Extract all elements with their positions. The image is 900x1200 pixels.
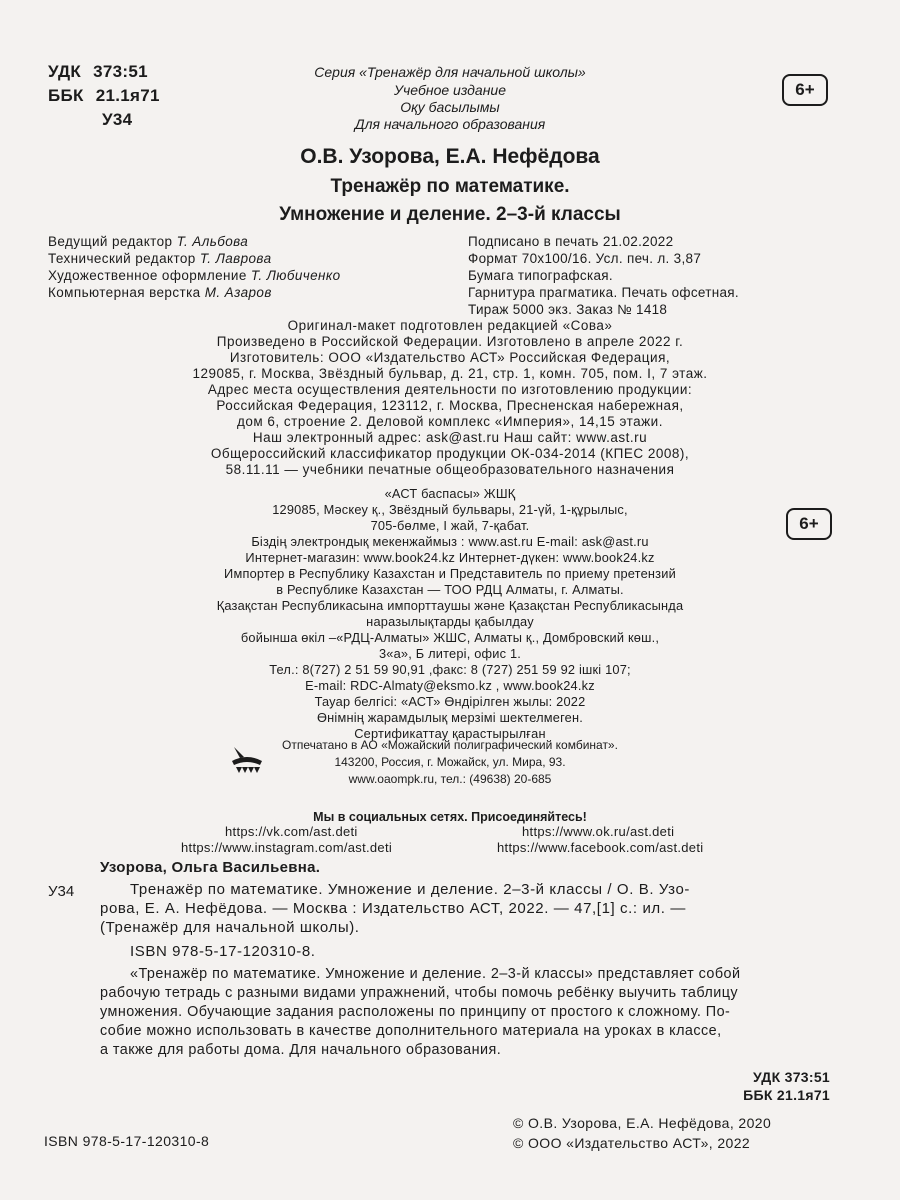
print-info-line: Гарнитура прагматика. Печать офсетная. (468, 285, 739, 300)
credit-name: М. Азаров (204, 285, 272, 300)
kz-line: Біздің электрондық мекенжаймыз : www.ast.ru E-mail: ask@ast.ru (251, 534, 649, 549)
imprint-line: 129085, г. Москва, Звёздный бульвар, д. 21, стр. 1, комн. 705, пом. I, 7 этаж. (192, 366, 708, 381)
credit-row (48, 251, 271, 266)
book-title-line: Умножение и деление. 2–3-й классы (279, 204, 621, 225)
credit-row (48, 285, 272, 300)
copyright-publisher: © ООО «Издательство АСТ», 2022 (513, 1135, 751, 1151)
annotation-line: рабочую тетрадь с разными видами упражнений, чтобы помочь ребёнку выучить таблицу (100, 985, 739, 1001)
copyright-authors: © О.В. Узорова, Е.А. Нефёдова, 2020 (513, 1115, 772, 1131)
kz-line: Өнімнің жарамдылық мерзімі шектелмеген. (316, 710, 584, 725)
annotation-line: «Тренажёр по математике. Умножение и деление. 2–3-й классы» представляет собой (130, 966, 741, 982)
catalog-isbn: ISBN 978-5-17-120310-8. (130, 943, 316, 960)
social-link-vk[interactable]: https://vk.com/ast.deti (225, 824, 358, 839)
credit-name: Т. Альбова (176, 234, 249, 249)
kz-line: Интернет-магазин: www.book24.kz Интернет-дүкен: www.book24.kz (245, 550, 655, 565)
kz-line: Сертификаттау қарастырылған (354, 726, 546, 741)
kz-line: Тел.: 8(727) 2 51 59 90,91 ,факс: 8 (727) 251 59 92 ішкі 107; (269, 662, 631, 677)
credit-role: Технический редактор (48, 251, 196, 266)
imprint-line: дом 6, строение 2. Деловой комплекс «Империя», 14,15 этажи. (237, 414, 663, 429)
print-info-line: Формат 70x100/16. Усл. печ. л. 3,87 (468, 251, 702, 266)
series-line: Оқу басылымы (400, 99, 500, 115)
annotation-line: умножения. Обучающие задания расположены по принципу от простого к сложному. По- (100, 1004, 731, 1020)
credit-role: Компьютерная верстка (48, 285, 201, 300)
author-mark: У34 (102, 110, 133, 129)
catalog-code: У34 (48, 883, 75, 900)
credit-role: Ведущий редактор (48, 234, 173, 249)
book-authors: О.В. Узорова, Е.А. Нефёдова (300, 145, 600, 168)
catalog-author: Узорова, Ольга Васильевна. (100, 859, 321, 876)
kz-line: Тауар белгісі: «АСТ» Өндірілген жылы: 2022 (314, 694, 586, 709)
kz-line: «АСТ баспасы» ЖШҚ (384, 486, 516, 501)
series-line: Серия «Тренажёр для начальной школы» (314, 64, 586, 80)
bbk-label: ББК (48, 86, 84, 105)
kz-line: наразылықтарды қабылдау (366, 614, 534, 629)
footer-isbn: ISBN 978-5-17-120310-8 (44, 1133, 210, 1149)
credit-row (48, 234, 248, 249)
series-line: Для начального образования (354, 116, 546, 132)
imprint-line: Российская Федерация, 123112, г. Москва, Пресненская набережная, (216, 398, 684, 413)
imprint-line: 58.11.11 — учебники печатные общеобразовательного назначения (225, 462, 675, 477)
imprint-line: Общероссийский классификатор продукции ОК-034-2014 (КПЕС 2008), (210, 446, 690, 461)
catalog-line: (Тренажёр для начальной школы). (100, 919, 360, 936)
kz-line: бойынша өкіл –«РДЦ-Алматы» ЖШС, Алматы қ., Домбровский көш., (240, 630, 660, 645)
age-rating-badge: 6+ (786, 508, 832, 540)
kz-line: 705-бөлме, I жай, 7-қабат. (370, 518, 530, 533)
imprint-line: Оригинал-макет подготовлен редакцией «Сова» (287, 318, 613, 333)
age-rating-badge: 6+ (782, 74, 828, 106)
social-link-ok[interactable]: https://www.ok.ru/ast.deti (522, 824, 675, 839)
imprint-line: Изготовитель: ООО «Издательство АСТ» Российская Федерация, (229, 350, 671, 365)
catalog-line: рова, Е. А. Нефёдова. — Москва : Издательство АСТ, 2022. — 47,[1] с.: ил. — (100, 900, 686, 917)
social-heading: Мы в социальных сетях. Присоединяйтесь! (313, 810, 587, 824)
catalog-line: Тренажёр по математике. Умножение и деление. 2–3-й классы / О. В. Узо- (130, 881, 691, 898)
series-line: Учебное издание (394, 82, 506, 98)
printer-line: 143200, Россия, г. Можайск, ул. Мира, 93. (334, 755, 566, 769)
imprint-line: Адрес места осуществления деятельности по изготовлению продукции: (207, 382, 693, 397)
credit-role: Художественное оформление (48, 268, 247, 283)
kz-line: 129085, Мәскеу қ., Звёздный бульвары, 21-үй, 1-құрылыс, (272, 502, 628, 517)
footer-bbk: ББК 21.1я71 (743, 1087, 830, 1103)
print-info-line: Тираж 5000 экз. Заказ № 1418 (468, 302, 668, 317)
footer-udk: УДК 373:51 (753, 1069, 830, 1085)
kz-line: Импортер в Республику Казахстан и Представитель по приему претензий (224, 566, 676, 581)
kz-line: Қазақстан Республикасына импорттаушы және Қазақстан Республикасында (216, 598, 684, 613)
kz-line: E-mail: RDC-Almaty@eksmo.kz , www.book24.kz (305, 678, 595, 693)
print-info-line: Бумага типографская. (468, 268, 613, 283)
book-title-line: Тренажёр по математике. (330, 176, 570, 197)
social-link-facebook[interactable]: https://www.facebook.com/ast.deti (497, 840, 704, 855)
bbk-value: 21.1я71 (95, 86, 160, 105)
print-info-line: Подписано в печать 21.02.2022 (468, 234, 674, 249)
kz-line: 3«а», Б литері, офис 1. (378, 646, 522, 661)
printer-line: www.oaompk.ru, тел.: (49638) 20-685 (348, 772, 552, 786)
udk-label: УДК (48, 62, 82, 81)
imprint-line: Наш электронный адрес: ask@ast.ru Наш сайт: www.ast.ru (252, 430, 648, 445)
imprint-line: Произведено в Российской Федерации. Изготовлено в апреле 2022 г. (216, 334, 684, 349)
udk-value: 373:51 (93, 62, 148, 81)
credit-name: Т. Любиченко (250, 268, 341, 283)
credit-row (48, 268, 341, 283)
kz-line: в Республике Казахстан — ТОО РДЦ Алматы, г. Алматы. (276, 582, 624, 597)
annotation-line: собие можно использовать в качестве дополнительного материала на уроках в классе, (100, 1023, 722, 1039)
social-link-instagram[interactable]: https://www.instagram.com/ast.deti (181, 840, 393, 855)
printer-line: Отпечатано в АО «Можайский полиграфический комбинат». (282, 738, 618, 752)
credit-name: Т. Лаврова (199, 251, 272, 266)
annotation-line: а также для работы дома. Для начального образования. (100, 1042, 502, 1058)
